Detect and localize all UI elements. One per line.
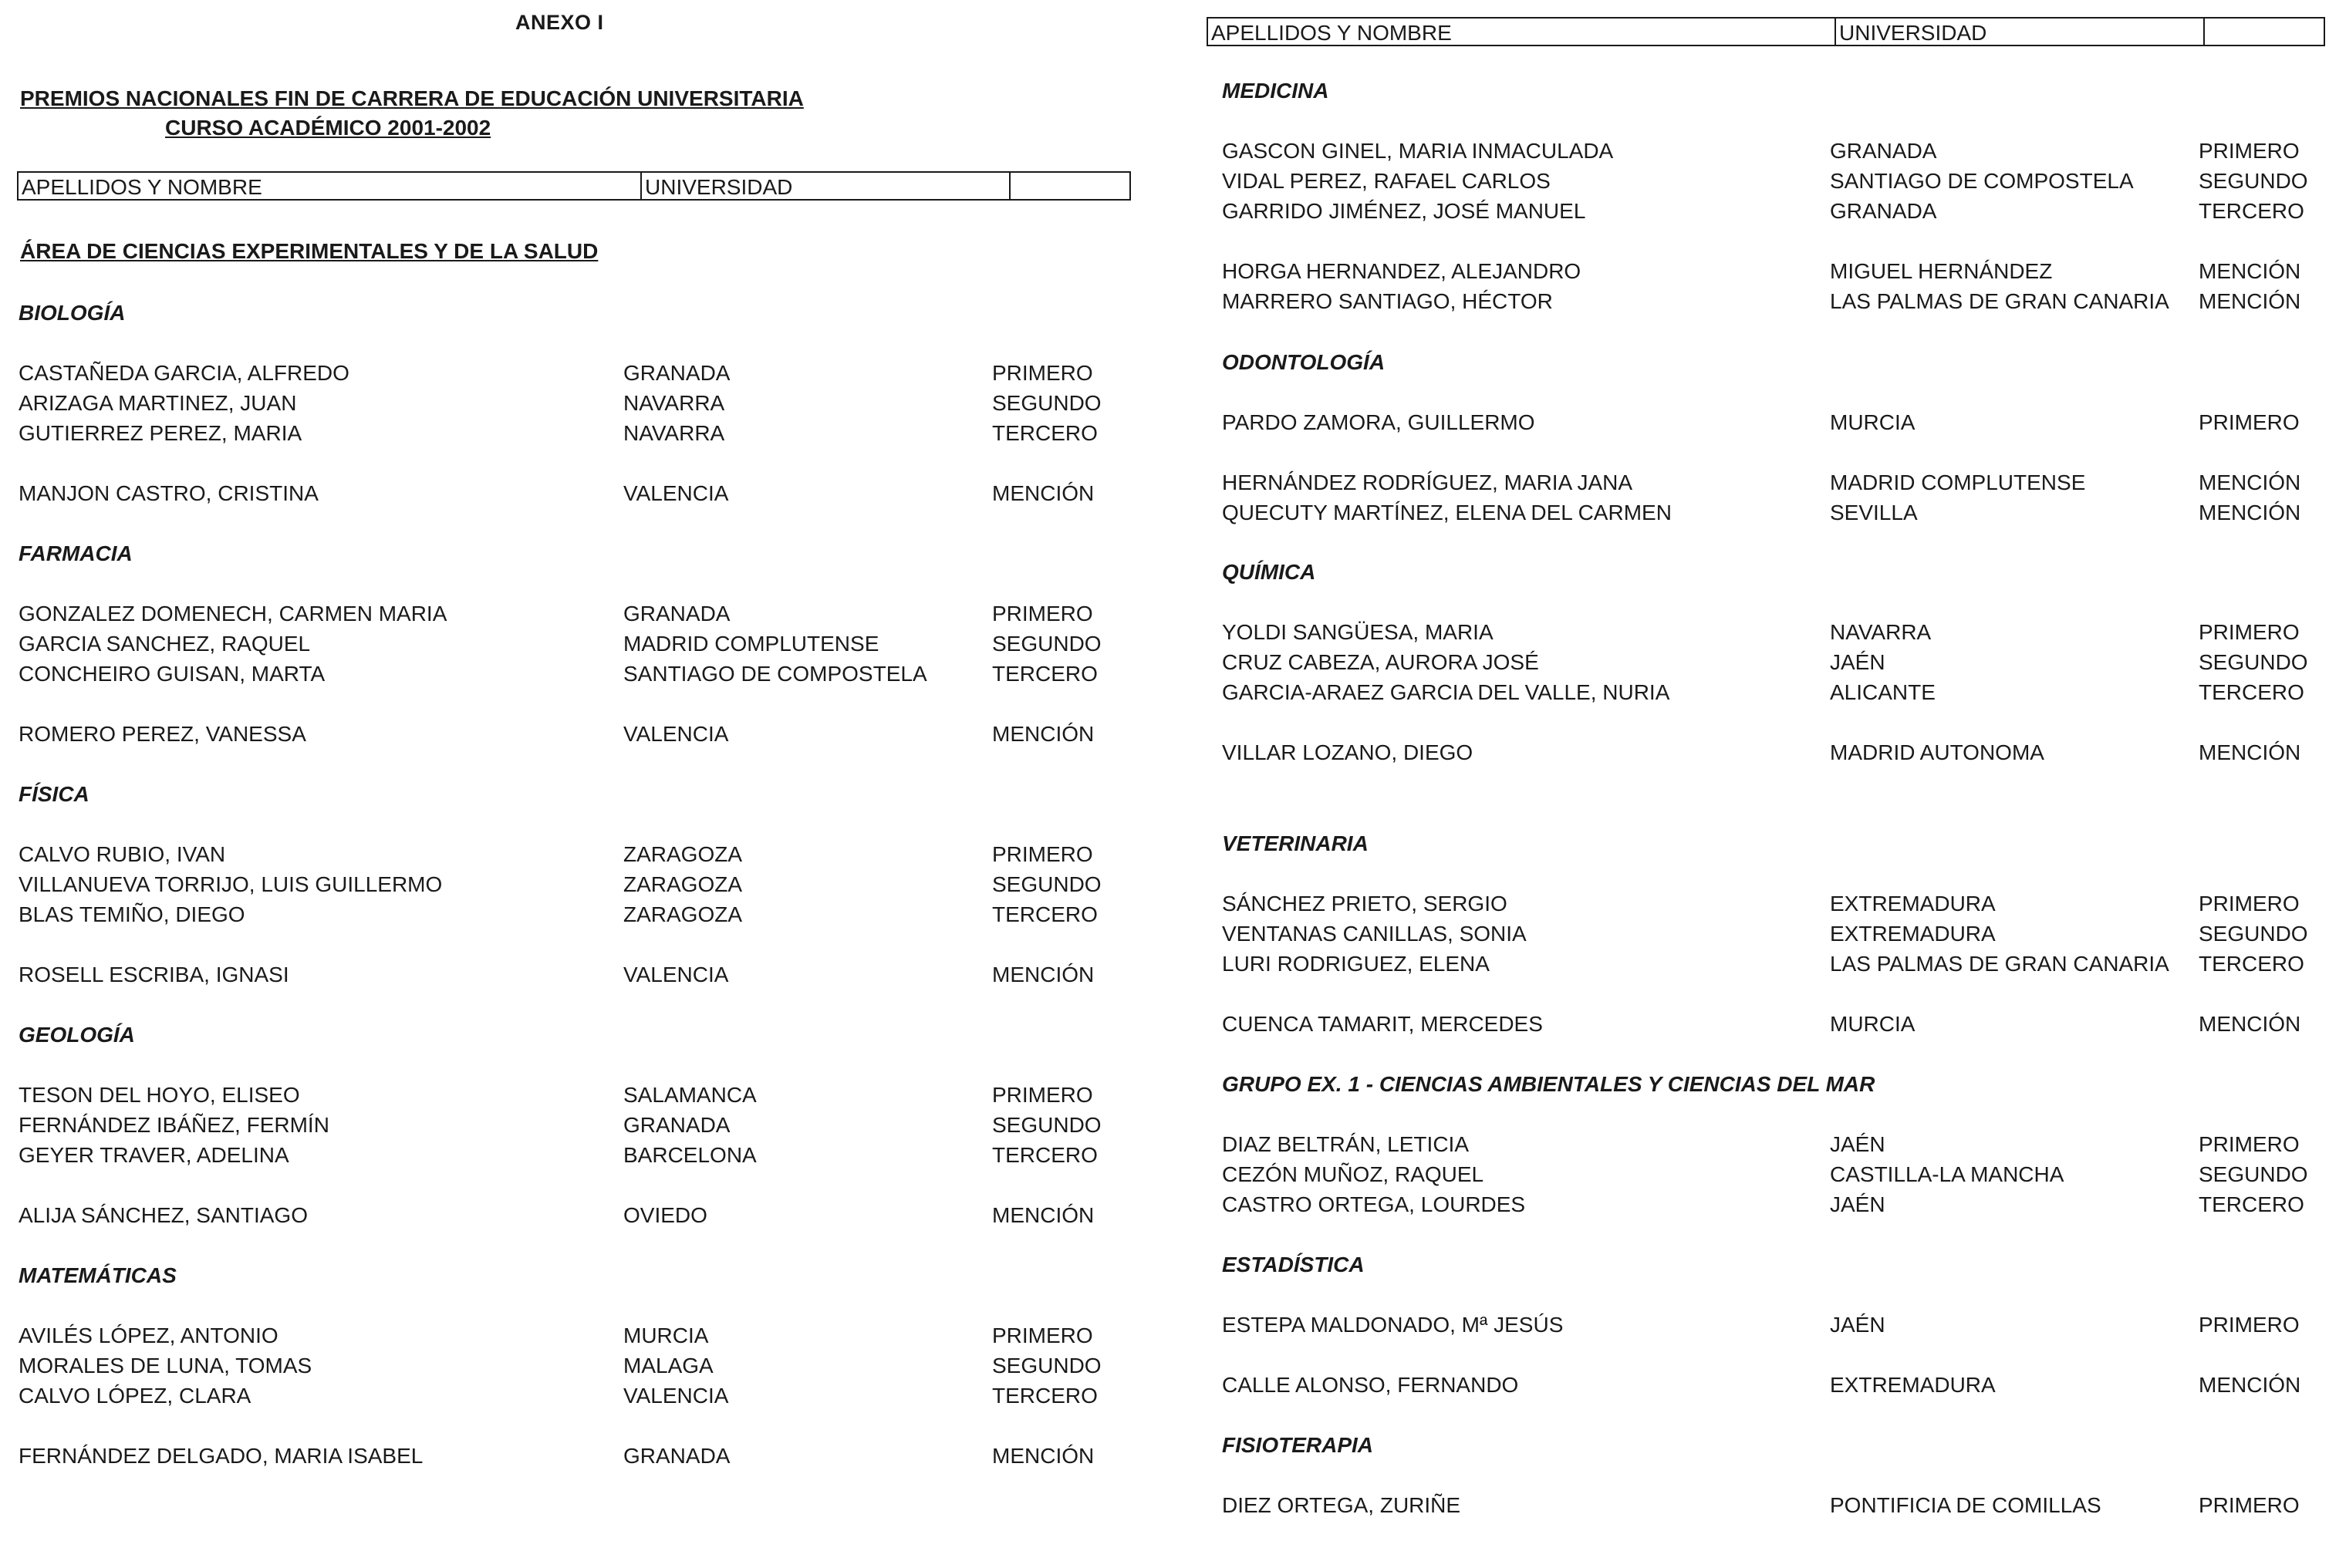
recipient-name: AVILÉS LÓPEZ, ANTONIO: [19, 1324, 278, 1347]
table-row: [1203, 1159, 2329, 1189]
recipient-university: LAS PALMAS DE GRAN CANARIA: [1830, 289, 2169, 313]
table-header: [17, 171, 1131, 201]
table-row: [1203, 1009, 2329, 1039]
table-row: [0, 1140, 1142, 1170]
recipient-university: JAÉN: [1830, 1132, 1885, 1156]
recipient-university: GRANADA: [623, 1444, 731, 1468]
document-subtitle: CURSO ACADÉMICO 2001-2002: [165, 116, 491, 140]
table-row: [1203, 256, 2329, 286]
recipient-name: FERNÁNDEZ DELGADO, MARIA ISABEL: [19, 1444, 424, 1468]
recipient-name: MARRERO SANTIAGO, HÉCTOR: [1222, 289, 1553, 313]
award-level: SEGUNDO: [992, 1113, 1102, 1137]
section-2: [0, 538, 1142, 749]
table-row: [1203, 1370, 2329, 1400]
table-row: [0, 629, 1142, 659]
left-page: [0, 0, 1142, 1568]
award-level: MENCIÓN: [2199, 501, 2301, 524]
section-title: ESTADÍSTICA: [1222, 1253, 1365, 1276]
recipient-university: GRANADA: [1830, 139, 1937, 163]
table-row: [1203, 617, 2329, 647]
award-level: MENCIÓN: [992, 1203, 1095, 1227]
recipient-name: HERNÁNDEZ RODRÍGUEZ, MARIA JANA: [1222, 470, 1633, 494]
table-row: [1203, 737, 2329, 767]
recipient-name: ARIZAGA MARTINEZ, JUAN: [19, 391, 297, 415]
award-level: PRIMERO: [2199, 1132, 2300, 1156]
recipient-name: VILLANUEVA TORRIJO, LUIS GUILLERMO: [19, 872, 443, 896]
award-level: SEGUNDO: [992, 632, 1102, 656]
table-row: [0, 1351, 1142, 1381]
section-title: BIOLOGÍA: [19, 301, 126, 325]
section-1: [1203, 76, 2329, 316]
section-title: QUÍMICA: [1222, 560, 1316, 584]
recipient-university: LAS PALMAS DE GRAN CANARIA: [1830, 952, 2169, 976]
section-title: FISIOTERAPIA: [1222, 1433, 1374, 1457]
recipient-name: CASTRO ORTEGA, LOURDES: [1222, 1192, 1526, 1216]
table-row: [1203, 1310, 2329, 1340]
award-level: MENCIÓN: [2199, 1373, 2301, 1397]
recipient-name: FERNÁNDEZ IBÁÑEZ, FERMÍN: [19, 1113, 329, 1137]
award-level: TERCERO: [992, 902, 1098, 926]
recipient-name: DIAZ BELTRÁN, LETICIA: [1222, 1132, 1469, 1156]
table-row: [1203, 286, 2329, 316]
table-row: [1203, 949, 2329, 979]
header-university-column: UNIVERSIDAD: [1836, 19, 2205, 45]
award-level: PRIMERO: [992, 1324, 1093, 1347]
recipient-university: NAVARRA: [623, 391, 725, 415]
section-6: [1203, 1249, 2329, 1400]
award-level: PRIMERO: [992, 602, 1093, 626]
section-title: VETERINARIA: [1222, 831, 1369, 855]
table-row: [0, 388, 1142, 418]
recipient-university: EXTREMADURA: [1830, 922, 1996, 946]
right-page: [1203, 0, 2329, 1568]
award-level: MENCIÓN: [2199, 470, 2301, 494]
table-header: [1207, 17, 2325, 46]
recipient-name: TESON DEL HOYO, ELISEO: [19, 1083, 300, 1107]
table-row: [0, 869, 1142, 899]
section-2: [1203, 347, 2329, 528]
recipient-name: GARCIA SANCHEZ, RAQUEL: [19, 632, 311, 656]
recipient-university: MADRID COMPLUTENSE: [1830, 470, 2086, 494]
recipient-name: BLAS TEMIÑO, DIEGO: [19, 902, 245, 926]
recipient-university: BARCELONA: [623, 1143, 757, 1167]
recipient-university: MADRID COMPLUTENSE: [623, 632, 879, 656]
recipient-university: OVIEDO: [623, 1203, 707, 1227]
recipient-name: YOLDI SANGÜESA, MARIA: [1222, 620, 1494, 644]
recipient-name: CALVO RUBIO, IVAN: [19, 842, 226, 866]
table-row: [1203, 166, 2329, 196]
award-level: PRIMERO: [2199, 410, 2300, 434]
recipient-name: LURI RODRIGUEZ, ELENA: [1222, 952, 1490, 976]
recipient-name: GUTIERREZ PEREZ, MARIA: [19, 421, 302, 445]
table-row: [0, 1110, 1142, 1140]
table-row: [1203, 407, 2329, 437]
header-award-column: [1011, 173, 1131, 199]
award-level: MENCIÓN: [2199, 259, 2301, 283]
recipient-university: MURCIA: [623, 1324, 709, 1347]
table-row: [1203, 136, 2329, 166]
table-row: [1203, 467, 2329, 497]
table-row: [0, 719, 1142, 749]
recipient-university: NAVARRA: [1830, 620, 1932, 644]
table-row: [0, 358, 1142, 388]
section-title: GEOLOGÍA: [19, 1023, 135, 1047]
section-4: [0, 1020, 1142, 1230]
recipient-university: GRANADA: [623, 1113, 731, 1137]
section-1: [0, 298, 1142, 508]
award-level: MENCIÓN: [992, 722, 1095, 746]
recipient-name: CUENCA TAMARIT, MERCEDES: [1222, 1012, 1543, 1036]
annex-title: ANEXO I: [515, 11, 604, 34]
award-level: PRIMERO: [2199, 892, 2300, 916]
recipient-name: HORGA HERNANDEZ, ALEJANDRO: [1222, 259, 1581, 283]
recipient-university: EXTREMADURA: [1830, 1373, 1996, 1397]
section-title: MEDICINA: [1222, 79, 1329, 103]
recipient-name: CONCHEIRO GUISAN, MARTA: [19, 662, 326, 686]
table-row: [0, 1441, 1142, 1471]
section-5: [1203, 1069, 2329, 1219]
recipient-name: GARCIA-ARAEZ GARCIA DEL VALLE, NURIA: [1222, 680, 1670, 704]
section-3: [0, 779, 1142, 990]
award-level: SEGUNDO: [2199, 169, 2308, 193]
recipient-university: VALENCIA: [623, 1384, 729, 1408]
recipient-university: GRANADA: [1830, 199, 1937, 223]
recipient-name: ALIJA SÁNCHEZ, SANTIAGO: [19, 1203, 308, 1227]
recipient-university: PONTIFICIA DE COMILLAS: [1830, 1493, 2101, 1517]
header-award-column: [2205, 19, 2325, 45]
recipient-name: ESTEPA MALDONADO, Mª JESÚS: [1222, 1313, 1564, 1337]
section-title: FARMACIA: [19, 541, 133, 565]
document-title: PREMIOS NACIONALES FIN DE CARRERA DE EDUCACIÓN UNIVERSITARIA: [20, 86, 804, 110]
award-level: SEGUNDO: [2199, 650, 2308, 674]
award-level: MENCIÓN: [2199, 740, 2301, 764]
recipient-name: GONZALEZ DOMENECH, CARMEN MARIA: [19, 602, 447, 626]
award-level: MENCIÓN: [2199, 289, 2301, 313]
table-row: [1203, 1189, 2329, 1219]
recipient-university: ZARAGOZA: [623, 902, 743, 926]
recipient-name: MANJON CASTRO, CRISTINA: [19, 481, 319, 505]
recipient-university: MADRID AUTONOMA: [1830, 740, 2044, 764]
section-title: ODONTOLOGÍA: [1222, 350, 1386, 374]
award-level: TERCERO: [2199, 680, 2304, 704]
table-row: [0, 839, 1142, 869]
recipient-university: ALICANTE: [1830, 680, 1936, 704]
recipient-name: VENTANAS CANILLAS, SONIA: [1222, 922, 1527, 946]
recipient-name: CASTAÑEDA GARCIA, ALFREDO: [19, 361, 349, 385]
recipient-university: EXTREMADURA: [1830, 892, 1996, 916]
award-level: PRIMERO: [992, 842, 1093, 866]
award-level: PRIMERO: [2199, 1493, 2300, 1517]
section-3: [1203, 557, 2329, 767]
table-row: [0, 959, 1142, 990]
table-row: [0, 659, 1142, 689]
area-title: ÁREA DE CIENCIAS EXPERIMENTALES Y DE LA SALUD: [20, 239, 599, 263]
table-row: [0, 478, 1142, 508]
recipient-name: VILLAR LOZANO, DIEGO: [1222, 740, 1473, 764]
recipient-name: SÁNCHEZ PRIETO, SERGIO: [1222, 892, 1507, 916]
award-level: TERCERO: [2199, 199, 2304, 223]
recipient-name: GASCON GINEL, MARIA INMACULADA: [1222, 139, 1614, 163]
recipient-name: DIEZ ORTEGA, ZURIÑE: [1222, 1493, 1461, 1517]
recipient-university: JAÉN: [1830, 1192, 1885, 1216]
award-level: TERCERO: [992, 1143, 1098, 1167]
award-level: PRIMERO: [992, 361, 1093, 385]
table-row: [0, 599, 1142, 629]
table-row: [1203, 1129, 2329, 1159]
section-4: [1203, 828, 2329, 1039]
recipient-university: VALENCIA: [623, 481, 729, 505]
recipient-name: CALLE ALONSO, FERNANDO: [1222, 1373, 1519, 1397]
recipient-university: NAVARRA: [623, 421, 725, 445]
section-5: [0, 1260, 1142, 1471]
table-row: [1203, 1490, 2329, 1520]
award-level: SEGUNDO: [992, 872, 1102, 896]
table-row: [0, 899, 1142, 929]
recipient-university: MALAGA: [623, 1354, 714, 1377]
recipient-university: SALAMANCA: [623, 1083, 757, 1107]
award-level: MENCIÓN: [992, 481, 1095, 505]
award-level: TERCERO: [992, 421, 1098, 445]
award-level: PRIMERO: [2199, 139, 2300, 163]
recipient-name: CALVO LÓPEZ, CLARA: [19, 1384, 251, 1408]
header-name-column: APELLIDOS Y NOMBRE: [1208, 19, 1836, 45]
recipient-university: MURCIA: [1830, 410, 1916, 434]
award-level: TERCERO: [992, 662, 1098, 686]
table-row: [0, 1080, 1142, 1110]
table-row: [1203, 497, 2329, 528]
recipient-university: SEVILLA: [1830, 501, 1918, 524]
table-row: [0, 1200, 1142, 1230]
section-title: FÍSICA: [19, 782, 89, 806]
recipient-university: ZARAGOZA: [623, 872, 743, 896]
recipient-university: VALENCIA: [623, 963, 729, 986]
recipient-name: ROMERO PEREZ, VANESSA: [19, 722, 306, 746]
award-level: TERCERO: [992, 1384, 1098, 1408]
recipient-name: CRUZ CABEZA, AURORA JOSÉ: [1222, 650, 1539, 674]
award-level: PRIMERO: [2199, 1313, 2300, 1337]
table-row: [1203, 647, 2329, 677]
recipient-name: MORALES DE LUNA, TOMAS: [19, 1354, 312, 1377]
award-level: TERCERO: [2199, 952, 2304, 976]
award-level: PRIMERO: [992, 1083, 1093, 1107]
recipient-name: GEYER TRAVER, ADELINA: [19, 1143, 289, 1167]
recipient-name: VIDAL PEREZ, RAFAEL CARLOS: [1222, 169, 1551, 193]
section-title: GRUPO EX. 1 - CIENCIAS AMBIENTALES Y CIENCIAS DEL MAR: [1222, 1072, 1875, 1096]
table-row: [0, 1320, 1142, 1351]
recipient-university: GRANADA: [623, 361, 731, 385]
header-university-column: UNIVERSIDAD: [642, 173, 1011, 199]
award-level: MENCIÓN: [992, 1444, 1095, 1468]
table-row: [1203, 889, 2329, 919]
recipient-name: GARRIDO JIMÉNEZ, JOSÉ MANUEL: [1222, 199, 1586, 223]
award-level: SEGUNDO: [992, 391, 1102, 415]
recipient-name: PARDO ZAMORA, GUILLERMO: [1222, 410, 1535, 434]
table-row: [0, 1381, 1142, 1411]
recipient-university: VALENCIA: [623, 722, 729, 746]
recipient-university: SANTIAGO DE COMPOSTELA: [1830, 169, 2134, 193]
recipient-name: ROSELL ESCRIBA, IGNASI: [19, 963, 289, 986]
award-level: TERCERO: [2199, 1192, 2304, 1216]
recipient-university: GRANADA: [623, 602, 731, 626]
award-level: SEGUNDO: [2199, 1162, 2308, 1186]
recipient-name: CEZÓN MUÑOZ, RAQUEL: [1222, 1162, 1484, 1186]
award-level: SEGUNDO: [992, 1354, 1102, 1377]
table-row: [1203, 677, 2329, 707]
recipient-university: ZARAGOZA: [623, 842, 743, 866]
header-name-column: APELLIDOS Y NOMBRE: [19, 173, 642, 199]
award-level: MENCIÓN: [992, 963, 1095, 986]
award-level: PRIMERO: [2199, 620, 2300, 644]
table-row: [1203, 919, 2329, 949]
recipient-university: JAÉN: [1830, 650, 1885, 674]
section-7: [1203, 1430, 2329, 1520]
recipient-university: SANTIAGO DE COMPOSTELA: [623, 662, 927, 686]
recipient-university: JAÉN: [1830, 1313, 1885, 1337]
section-title: MATEMÁTICAS: [19, 1263, 177, 1287]
recipient-university: CASTILLA-LA MANCHA: [1830, 1162, 2064, 1186]
table-row: [1203, 196, 2329, 226]
recipient-university: MIGUEL HERNÁNDEZ: [1830, 259, 2053, 283]
recipient-name: QUECUTY MARTÍNEZ, ELENA DEL CARMEN: [1222, 501, 1672, 524]
award-level: MENCIÓN: [2199, 1012, 2301, 1036]
award-level: SEGUNDO: [2199, 922, 2308, 946]
recipient-university: MURCIA: [1830, 1012, 1916, 1036]
table-row: [0, 418, 1142, 448]
